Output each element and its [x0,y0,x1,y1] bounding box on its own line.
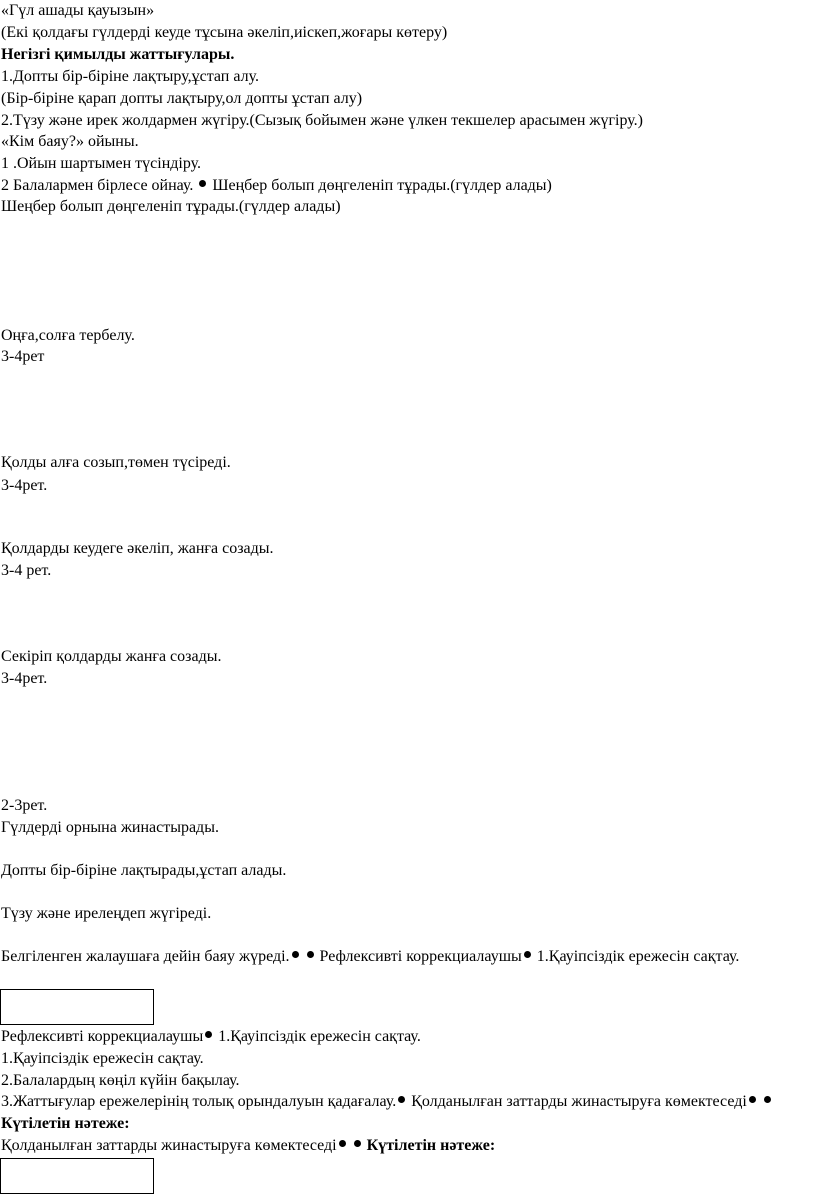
text-fragment: Шеңбер болып дөңгеленіп тұрады.(гүлдер алады) [212,177,552,194]
text-line: 1.Допты бір-біріне лақтыру,ұстап алу. [1,68,259,85]
text-line: Гүлдерді орнына жинастырады. [1,819,219,836]
text-line: Қолдарды кеудеге әкеліп, жанға созады. [1,540,274,557]
text-fragment: Рефлексивті коррекциалаушы [1,1028,204,1045]
text-line: Секіріп қолдарды жанға созады. [1,648,222,665]
text-line: Допты бір-біріне лақтырады,ұстап алады. [1,862,287,879]
text-line: 3-4рет. [1,670,48,687]
text-line: 3-4рет [1,348,45,365]
song-title: «Гүл ашады қауызын» [1,2,155,19]
text-fragment: 2 Балалармен бірлесе ойнау. [1,177,194,194]
bullet-icon [398,1096,405,1103]
text-line: Түзу және ирелеңдеп жүгіреді. [1,905,212,922]
text-line: Шеңбер болып дөңгеленіп тұрады.(гүлдер алады) [1,198,341,215]
bullet-icon [307,951,314,958]
text-line: (Бір-біріне қарап допты лақтыру,ол допты ұстап алу) [1,90,363,107]
text-fragment: 1.Қауіпсіздік ережесін сақтау. [218,1028,421,1045]
empty-box [0,989,154,1025]
text-line: 3-4рет. [1,477,48,494]
text-line: 2.Балалардың көңіл күйін бақылау. [1,1072,240,1089]
bullet-icon [205,1031,212,1038]
text-line [1,175,552,197]
text-line: 2.Түзу және ирек жолдармен жүгіру.(Сызық бойымен және үлкен текшелер арасымен жүгіру.) [1,112,643,129]
bullet-icon [339,1140,346,1147]
text-line: 2-3рет. [1,797,48,814]
text-line: Қолды алға созып,төмен түсіреді. [1,454,231,471]
bullet-icon [292,951,299,958]
text-fragment: 3.Жаттығулар ережелерінің толық орындалуын қадағалау. [1,1093,397,1110]
bullet-icon [524,951,531,958]
text-fragment: Күтілетін нәтеже: [366,1137,496,1154]
text-paragraph [1,1091,809,1135]
section-heading: Негізгі қимылды жаттығулары. [1,46,235,63]
text-fragment: Қолданылған заттарды жинастыруға көмектеседі [411,1093,747,1110]
text-paragraph [1,946,809,968]
game-title: «Кім баяу?» ойыны. [1,133,139,150]
text-fragment: Белгіленген жалаушаға дейін баяу жүреді. [1,948,290,965]
empty-box [0,1158,154,1194]
text-fragment: Рефлексивті коррекциалаушы [319,948,522,965]
text-line: 1 .Ойын шартымен түсіндіру. [1,155,202,172]
text-line [1,1026,421,1048]
text-line: Оңға,солға тербелу. [1,327,135,344]
text-fragment: Қолданылған заттарды жинастыруға көмектеседі [1,1137,337,1154]
bullet-icon [749,1096,756,1103]
text-line: (Екі қолдағы гүлдерді кеуде тұсына әкеліп,иіскеп,жоғары көтеру) [1,24,448,41]
bullet-icon [354,1140,361,1147]
bullet-icon [199,180,206,187]
text-fragment: 1.Қауіпсіздік ережесін сақтау. [536,948,740,965]
text-fragment: Күтілетін нәтеже: [1,1115,130,1132]
bullet-icon [764,1096,771,1103]
text-line [1,1135,495,1157]
text-line: 1.Қауіпсіздік ережесін сақтау. [1,1050,204,1067]
text-line: 3-4 рет. [1,562,52,579]
